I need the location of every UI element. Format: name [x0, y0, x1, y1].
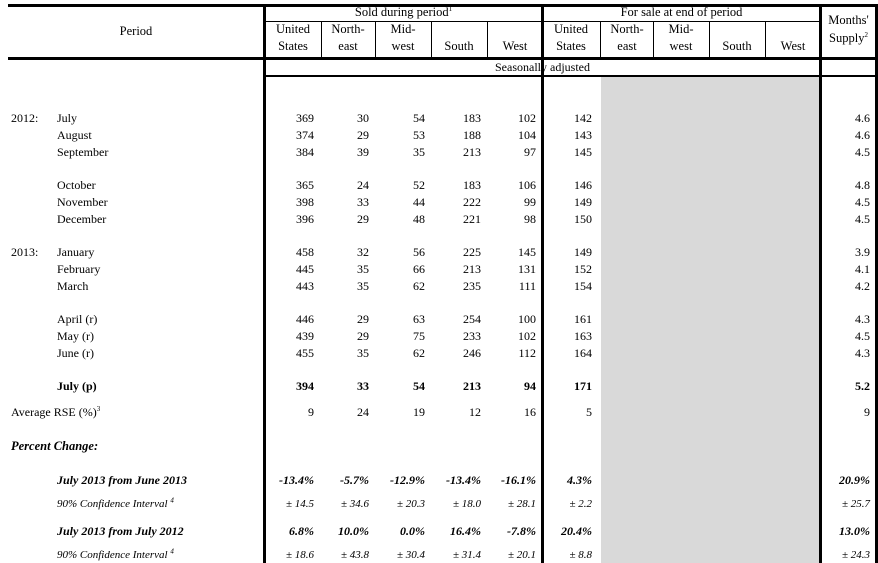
table-cell: 458 [296, 245, 314, 259]
percent-cell: ± 20.1 [507, 549, 536, 561]
month-label: January [57, 245, 95, 259]
month-label: March [57, 279, 89, 293]
month-label: July (p) [57, 379, 97, 393]
table-cell: 445 [296, 262, 314, 276]
region-header: North- [610, 22, 644, 36]
table-cell: 102 [518, 111, 536, 125]
month-label: February [57, 262, 101, 276]
month-label: October [57, 178, 96, 192]
table-cell: 54 [413, 111, 425, 125]
table-cell: 439 [296, 329, 314, 343]
forsale-group-header: For sale at end of period [620, 5, 743, 19]
month-label: September [57, 145, 109, 159]
table-cell: 4.3 [855, 312, 870, 326]
table-cell: 4.5 [855, 329, 870, 343]
month-label: May (r) [57, 329, 94, 343]
table-cell: 161 [574, 312, 592, 326]
percent-cell: ± 20.3 [396, 498, 425, 510]
footnote-marker: 4 [170, 496, 174, 505]
table-cell: 35 [357, 262, 369, 276]
percent-cell: ± 8.8 [569, 549, 592, 561]
region-header: Mid- [668, 22, 694, 36]
table-cell: 48 [413, 212, 425, 226]
table-cell: 233 [463, 329, 481, 343]
table-cell: 32 [357, 245, 369, 259]
percent-cell: ± 28.1 [507, 498, 536, 510]
table-cell: 4.3 [855, 346, 870, 360]
region-header: east [338, 39, 358, 53]
footnote-marker: 3 [96, 405, 101, 413]
table-cell: 24 [357, 178, 369, 192]
table-cell: 97 [524, 145, 536, 159]
table-cell: 112 [518, 346, 536, 360]
rse-cell: 9 [308, 405, 314, 419]
seasonal-rule [265, 75, 878, 77]
table-cell: 394 [296, 379, 314, 393]
table-cell: 35 [357, 279, 369, 293]
table-cell: 29 [357, 312, 369, 326]
table-cell: 396 [296, 212, 314, 226]
seasonally-adjusted-label: Seasonally adjusted [495, 60, 590, 74]
table-cell: 142 [574, 111, 592, 125]
percent-cell: ± 25.7 [841, 498, 870, 510]
table-cell: 443 [296, 279, 314, 293]
percent-cell: 10.0% [338, 524, 369, 538]
percent-cell: -16.1% [501, 473, 536, 487]
percent-cell: 4.3% [567, 473, 592, 487]
region-header: West [780, 39, 806, 53]
region-header: east [617, 39, 637, 53]
table-cell: 164 [574, 346, 592, 360]
percent-cell: ± 18.0 [452, 498, 481, 510]
table-cell: 446 [296, 312, 314, 326]
rse-cell: 5 [586, 405, 592, 419]
table-cell: 4.5 [855, 145, 870, 159]
table-cell: 188 [463, 128, 481, 142]
percent-cell: -7.8% [507, 524, 536, 538]
region-header: States [556, 39, 586, 53]
table-cell: 235 [463, 279, 481, 293]
percent-cell: ± 34.6 [340, 498, 369, 510]
table-cell: 99 [524, 195, 536, 209]
month-label: August [57, 128, 92, 142]
table-cell: 183 [463, 111, 481, 125]
percent-change-row-label [57, 524, 184, 538]
table-cell: 100 [518, 312, 536, 326]
table-cell: 213 [463, 262, 481, 276]
region-header: United [553, 22, 589, 36]
table-cell: 4.2 [855, 279, 870, 293]
region-header: South [722, 39, 752, 53]
table-cell: 150 [574, 212, 592, 226]
table-cell: 145 [574, 145, 592, 159]
region-header: States [278, 39, 308, 53]
table-cell: 104 [518, 128, 536, 142]
table-cell: 62 [413, 279, 425, 293]
region-header: West [502, 39, 528, 53]
table-cell: 4.5 [855, 212, 870, 226]
month-label: April (r) [57, 312, 98, 326]
table-cell: 3.9 [855, 245, 870, 259]
percent-cell: -13.4% [446, 473, 481, 487]
unavailable-data-shading [601, 77, 819, 563]
table-cell: 225 [463, 245, 481, 259]
table-cell: 94 [524, 379, 536, 393]
month-label: July [57, 111, 78, 125]
percent-cell: 20.4% [561, 524, 592, 538]
table-cell: 35 [357, 346, 369, 360]
year-label: 2013: [11, 245, 39, 259]
percent-cell: ± 43.8 [340, 549, 369, 561]
table-cell: 62 [413, 346, 425, 360]
percent-cell: ± 30.4 [396, 549, 425, 561]
month-label: June (r) [57, 346, 94, 360]
sold-group-header: Sold during period$^1$ [354, 4, 453, 19]
table-cell: 455 [296, 346, 314, 360]
rse-cell: 12 [469, 405, 481, 419]
row-label-text: July 2013 from June 2013 [57, 473, 188, 487]
percent-change-label: Percent Change: [11, 439, 99, 453]
table-cell: 171 [574, 379, 592, 393]
table-cell: 4.6 [855, 111, 870, 125]
table-cell: 152 [574, 262, 592, 276]
percent-cell: -12.9% [390, 473, 425, 487]
table-cell: 4.8 [855, 178, 870, 192]
months-supply-header: Supply$^2$ [829, 30, 868, 45]
percent-cell: ± 31.4 [452, 549, 481, 561]
region-header: South [444, 39, 474, 53]
percent-change-row-label [57, 473, 187, 487]
table-cell: 44 [413, 195, 425, 209]
table-cell: 131 [518, 262, 536, 276]
table-cell: 369 [296, 111, 314, 125]
table-cell: 163 [574, 329, 592, 343]
confidence-interval-label [57, 548, 174, 562]
table-cell: 29 [357, 329, 369, 343]
rse-label-text: Average RSE (%) [11, 405, 97, 419]
percent-cell: 6.8% [289, 524, 314, 538]
confidence-interval-label [57, 497, 174, 511]
table-cell: 33 [357, 379, 369, 393]
table-cell: 53 [413, 128, 425, 142]
table-cell: 146 [574, 178, 592, 192]
year-label: 2012: [11, 111, 39, 125]
table-cell: 98 [524, 212, 536, 226]
table-cell: 398 [296, 195, 314, 209]
region-header: Mid- [390, 22, 416, 36]
row-label-text: 90% Confidence Interval [57, 549, 168, 561]
table-cell: 4.1 [855, 262, 870, 276]
region-header: United [275, 22, 311, 36]
table-cell: 39 [357, 145, 369, 159]
percent-cell: ± 14.5 [285, 498, 314, 510]
table-cell: 154 [574, 279, 592, 293]
table-cell: 213 [463, 145, 481, 159]
table-cell: 4.6 [855, 128, 870, 142]
region-header: North- [331, 22, 365, 36]
table-cell: 5.2 [855, 379, 870, 393]
month-label: November [57, 195, 108, 209]
percent-cell: -13.4% [279, 473, 314, 487]
table-cell: 106 [518, 178, 536, 192]
footnote-marker: 4 [170, 547, 174, 556]
table-cell: 29 [357, 128, 369, 142]
percent-cell: ± 24.3 [841, 549, 870, 561]
rse-cell: 24 [357, 405, 369, 419]
table-cell: 102 [518, 329, 536, 343]
table-cell: 183 [463, 178, 481, 192]
table-cell: 75 [413, 329, 425, 343]
table-cell: 222 [463, 195, 481, 209]
table-cell: 374 [296, 128, 314, 142]
table-cell: 246 [463, 346, 481, 360]
region-header: west [391, 39, 415, 53]
table-cell: 213 [463, 379, 481, 393]
row-label-text: 90% Confidence Interval [57, 498, 168, 510]
table-cell: 254 [463, 312, 481, 326]
table-cell: 29 [357, 212, 369, 226]
table-cell: 66 [413, 262, 425, 276]
table-cell: 365 [296, 178, 314, 192]
table-cell: 35 [413, 145, 425, 159]
footnote-marker: 1 [448, 4, 453, 13]
region-header: west [669, 39, 693, 53]
table-cell: 33 [357, 195, 369, 209]
table-cell: 145 [518, 245, 536, 259]
percent-cell: ± 2.2 [569, 498, 592, 510]
table-cell: 4.5 [855, 195, 870, 209]
row-label-text: July 2013 from July 2012 [57, 524, 184, 538]
table-cell: 30 [357, 111, 369, 125]
percent-cell: ± 18.6 [285, 549, 314, 561]
month-label: December [57, 212, 107, 226]
table-cell: 221 [463, 212, 481, 226]
table-cell: 149 [574, 195, 592, 209]
table-cell: 149 [574, 245, 592, 259]
table-cell: 52 [413, 178, 425, 192]
table-cell: 54 [413, 379, 425, 393]
table-cell: 384 [296, 145, 314, 159]
table-cell: 143 [574, 128, 592, 142]
table-cell: 56 [413, 245, 425, 259]
rse-cell: 19 [413, 405, 425, 419]
table-cell: 63 [413, 312, 425, 326]
table-cell: 111 [518, 279, 536, 293]
percent-cell: 0.0% [400, 524, 425, 538]
rse-cell: 16 [524, 405, 536, 419]
percent-cell: 20.9% [839, 473, 870, 487]
period-header: Period [119, 24, 153, 38]
percent-cell: 16.4% [450, 524, 481, 538]
percent-cell: 13.0% [839, 524, 870, 538]
rse-cell: 9 [864, 405, 870, 419]
percent-cell: -5.7% [340, 473, 369, 487]
footnote-marker: 2 [864, 30, 868, 39]
months-supply-header: Months' [828, 13, 869, 27]
rse-label [11, 405, 100, 419]
